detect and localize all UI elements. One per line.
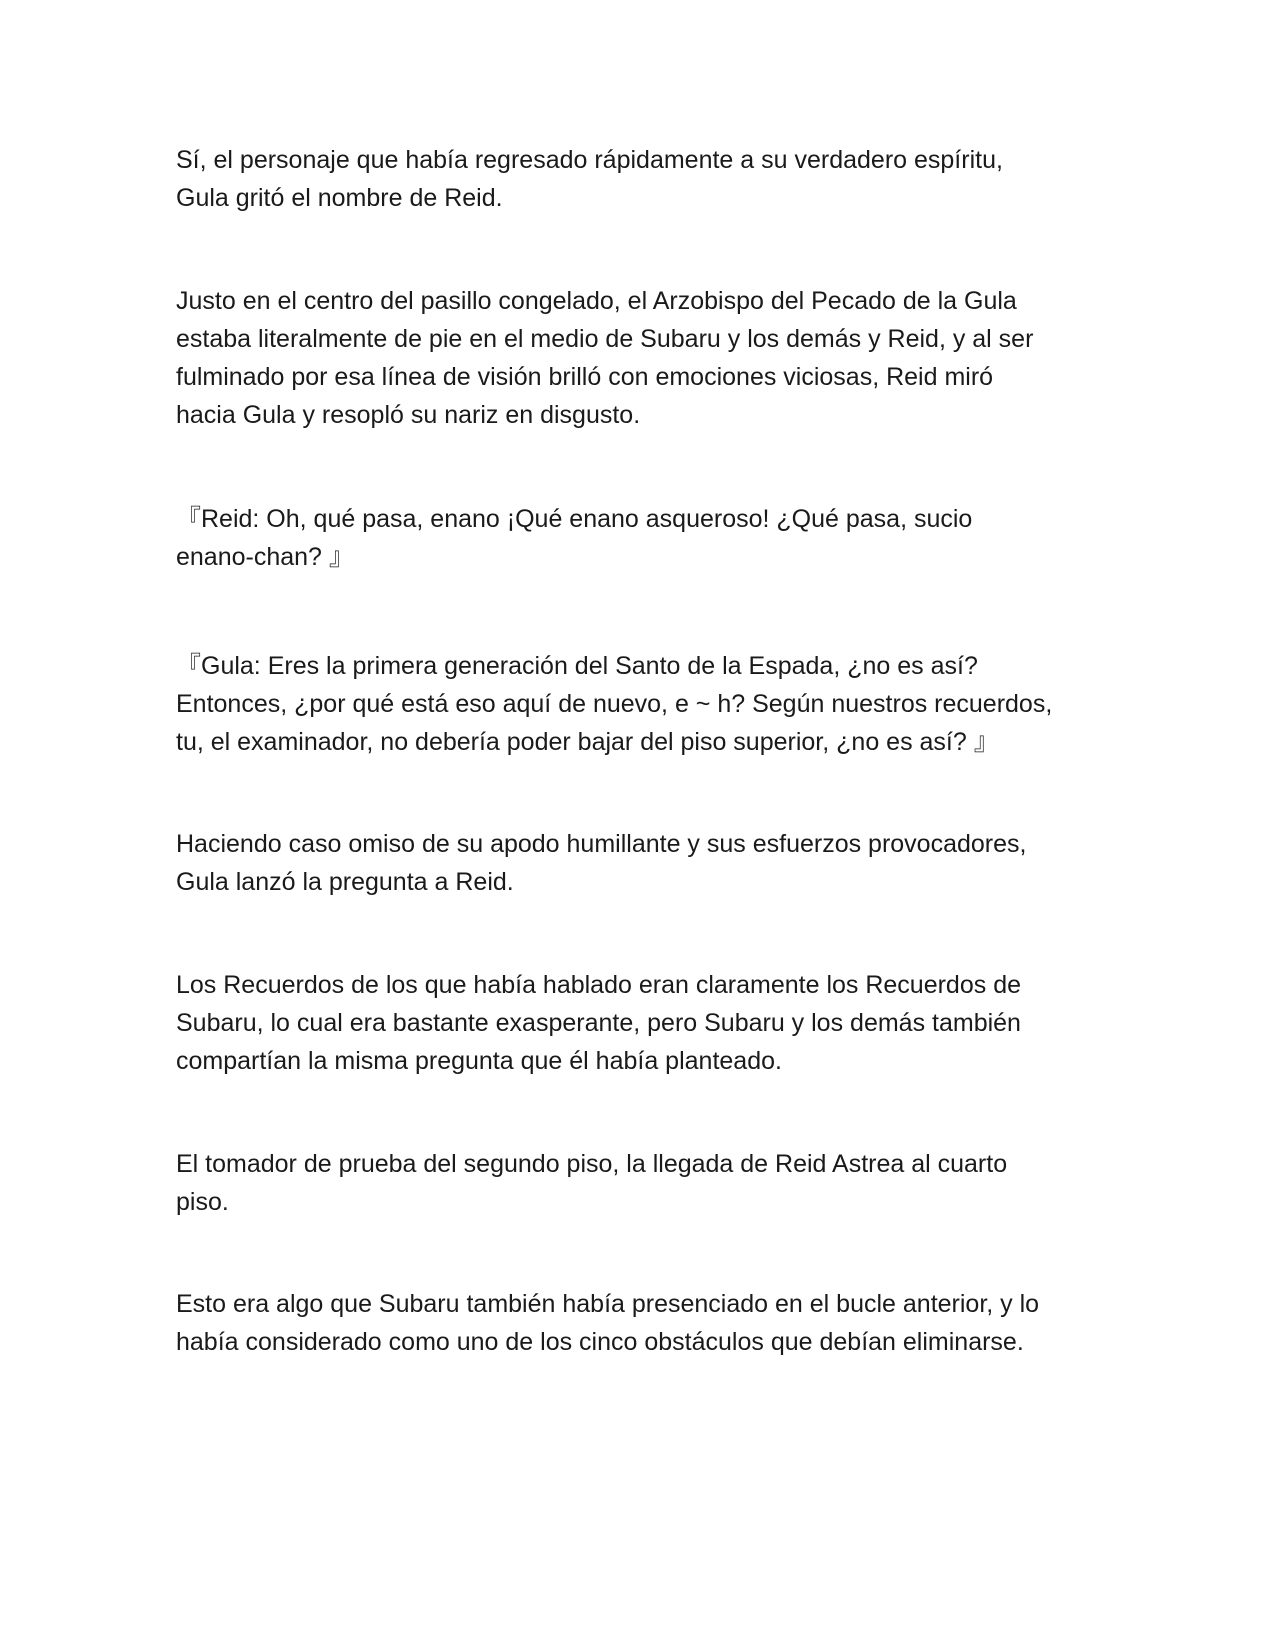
paragraph-line: Los Recuerdos de los que había hablado eran claramente los Recuerdos de [176,971,1021,999]
paragraph-6 [176,966,1106,1080]
paragraph-8 [176,1285,1106,1361]
paragraph-line: había considerado como uno de los cinco obstáculos que debían eliminarse. [176,1328,1024,1356]
paragraph-line: tu, el examinador, no debería poder bajar del piso superior, ¿no es así? 』 [176,728,999,756]
paragraph-7 [176,1145,1106,1221]
paragraph-line: hacia Gula y resopló su nariz en disgusto. [176,401,641,429]
paragraph-5 [176,825,1106,901]
paragraph-line: piso. [176,1188,229,1216]
paragraph-line: Entonces, ¿por qué está eso aquí de nuevo, e ~ h? Según nuestros recuerdos, [176,690,1053,718]
paragraph-2 [176,282,1106,434]
paragraph-line: compartían la misma pregunta que él había planteado. [176,1047,782,1075]
paragraph-line: Esto era algo que Subaru también había presenciado en el bucle anterior, y lo [176,1290,1040,1318]
paragraph-line: enano-chan? 』 [176,543,354,571]
paragraph-line: 『Gula: Eres la primera generación del Santo de la Espada, ¿no es así? [176,652,978,680]
paragraph-line: fulminado por esa línea de visión brilló con emociones viciosas, Reid miró [176,363,994,391]
paragraph-line: 『Reid: Oh, qué pasa, enano ¡Qué enano asqueroso! ¿Qué pasa, sucio [176,505,973,533]
paragraph-4-dialogue-gula [176,647,1106,761]
paragraph-line: Haciendo caso omiso de su apodo humillante y sus esfuerzos provocadores, [176,830,1027,858]
paragraph-line: El tomador de prueba del segundo piso, la llegada de Reid Astrea al cuarto [176,1150,1008,1178]
paragraph-line: Subaru, lo cual era bastante exasperante, pero Subaru y los demás también [176,1009,1021,1037]
paragraph-line: Gula gritó el nombre de Reid. [176,184,503,212]
paragraph-line: Sí, el personaje que había regresado rápidamente a su verdadero espíritu, [176,146,1003,174]
paragraph-line: Gula lanzó la pregunta a Reid. [176,868,514,896]
paragraph-line: Justo en el centro del pasillo congelado, el Arzobispo del Pecado de la Gula [176,287,1017,315]
paragraph-3-dialogue-reid [176,500,1106,576]
paragraph-1 [176,141,1106,217]
paragraph-line: estaba literalmente de pie en el medio de Subaru y los demás y Reid, y al ser [176,325,1034,353]
